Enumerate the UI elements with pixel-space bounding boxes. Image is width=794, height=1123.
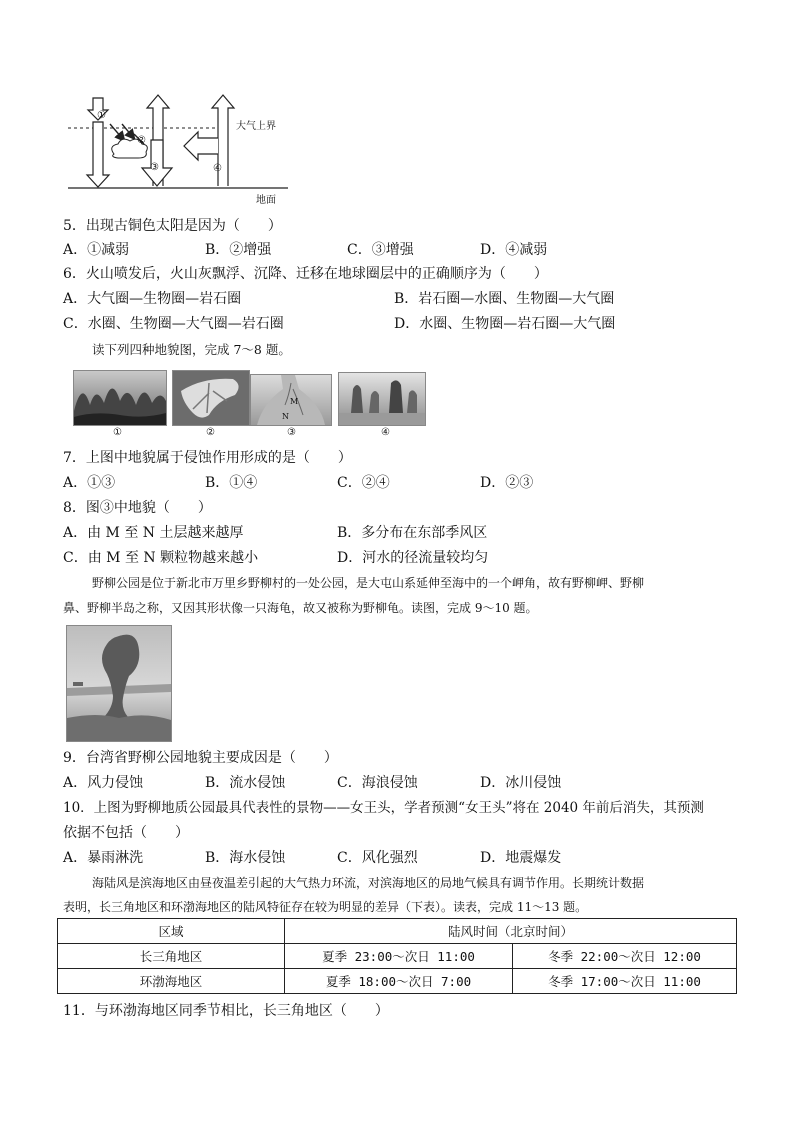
q9-option-c: C．海浪侵蚀 xyxy=(337,775,418,791)
marker-3: ③ xyxy=(150,162,159,173)
ground-label: 地面 xyxy=(256,195,276,206)
photo-2-caption: ② xyxy=(206,427,215,438)
photo-3-caption: ③ xyxy=(287,427,296,438)
table-cell-winter: 冬季 17:00～次日 11:00 xyxy=(513,969,737,994)
table-row xyxy=(58,969,737,994)
q8-option-c: C．由 M 至 N 颗粒物越来越小 xyxy=(63,550,259,566)
arrow-4-back xyxy=(184,132,218,160)
marker-2: ② xyxy=(137,135,146,146)
q5-option-d: D．④减弱 xyxy=(480,242,548,258)
q5-stem: 5．出现古铜色太阳是因为（ ） xyxy=(63,218,282,234)
q6-option-c: C．水圈、生物圈—大气圈—岩石圈 xyxy=(63,316,284,332)
q7-option-b: B．①④ xyxy=(205,475,258,491)
q7-option-d: D．②③ xyxy=(480,475,534,491)
photo-queens-head-rock xyxy=(66,625,172,742)
q9-stem: 9．台湾省野柳公园地貌主要成因是（ ） xyxy=(63,750,338,766)
table-cell-region: 长三角地区 xyxy=(58,944,285,969)
table-cell-region: 环渤海地区 xyxy=(58,969,285,994)
photo-2-delta xyxy=(172,370,250,426)
marker-4: ④ xyxy=(213,163,222,174)
q10-stem-line1: 10．上图为野柳地质公园最具代表性的景物——女王头，学者预测“女王头”将在 2040 年前后消失，其预测 xyxy=(63,800,704,816)
q8-option-b: B．多分布在东部季风区 xyxy=(337,525,488,541)
q9-option-d: D．冰川侵蚀 xyxy=(480,775,562,791)
q10-option-c: C．风化强烈 xyxy=(337,850,418,866)
q11-stem: 11．与环渤海地区同季节相比，长三角地区（ ） xyxy=(63,1003,389,1019)
q6-option-b: B．岩石圈—水圈、生物圈—大气圈 xyxy=(394,291,615,307)
intro-11-13-line2: 表明，长三角地区和环渤海地区的陆风特征存在较为明显的差异（下表）。读表，完成 11～13 题。 xyxy=(63,900,588,914)
photo-4-caption: ④ xyxy=(381,427,390,438)
q7-stem: 7．上图中地貌属于侵蚀作用形成的是（ ） xyxy=(63,450,352,466)
q10-option-a: A．暴雨淋洗 xyxy=(63,850,144,866)
intro-7-8: 读下列四种地貌图，完成 7～8 题。 xyxy=(92,342,291,357)
q10-stem-line2: 依据不包括（ ） xyxy=(63,825,189,841)
q7-option-a: A．①③ xyxy=(63,475,116,491)
q7-option-c: C．②④ xyxy=(337,475,390,491)
table-header-region: 区域 xyxy=(58,919,285,944)
intro-11-13-line1: 海陆风是滨海地区由昼夜温差引起的大气热力环流，对滨海地区的局地气候具有调节作用。长期统计数据 xyxy=(92,876,645,890)
photo-3-label-n: N xyxy=(282,412,289,421)
table-header-time: 陆风时间（北京时间） xyxy=(285,919,737,944)
q8-stem: 8．图③中地貌（ ） xyxy=(63,500,212,516)
q6-option-a: A．大气圈—生物圈—岩石圈 xyxy=(63,291,242,307)
photo-4-sea-stacks xyxy=(338,372,426,426)
photo-1-caption: ① xyxy=(113,427,122,438)
intro-9-10-line2: 鼻、野柳半岛之称，又因其形状像一只海龟，故又被称为野柳龟。读图，完成 9～10 题。 xyxy=(63,601,538,615)
q5-option-a: A．①减弱 xyxy=(63,242,130,258)
atmosphere-label: 大气上界 xyxy=(236,121,276,132)
table-header-row xyxy=(58,919,737,944)
q6-stem: 6．火山喷发后，火山灰飘浮、沉降、迁移在地球圈层中的正确顺序为（ ） xyxy=(63,266,548,282)
q9-option-a: A．风力侵蚀 xyxy=(63,775,144,791)
q5-option-b: B．②增强 xyxy=(205,242,272,258)
photo-1-karst-peaks xyxy=(73,370,167,426)
intro-9-10-line1: 野柳公园是位于新北市万里乡野柳村的一处公园，是大屯山系延伸至海中的一个岬角，故有野柳岬、野柳 xyxy=(92,576,645,590)
radiation-diagram xyxy=(60,90,290,195)
land-breeze-table xyxy=(57,918,737,994)
marker-1: ① xyxy=(97,110,106,121)
table-cell-winter: 冬季 22:00～次日 12:00 xyxy=(513,944,737,969)
table-row xyxy=(58,944,737,969)
q10-option-b: B．海水侵蚀 xyxy=(205,850,286,866)
photo-3-label-m: M xyxy=(290,397,299,406)
q9-option-b: B．流水侵蚀 xyxy=(205,775,286,791)
q5-option-c: C．③增强 xyxy=(347,242,414,258)
table-cell-summer: 夏季 18:00～次日 7:00 xyxy=(285,969,513,994)
q8-option-d: D．河水的径流量较均匀 xyxy=(337,550,489,566)
q6-option-d: D．水圈、生物圈—岩石圈—大气圈 xyxy=(394,316,616,332)
q8-option-a: A．由 M 至 N 土层越来越厚 xyxy=(63,525,244,541)
arrow-down-solar xyxy=(87,122,109,187)
q10-option-d: D．地震爆发 xyxy=(480,850,562,866)
table-cell-summer: 夏季 23:00～次日 11:00 xyxy=(285,944,513,969)
